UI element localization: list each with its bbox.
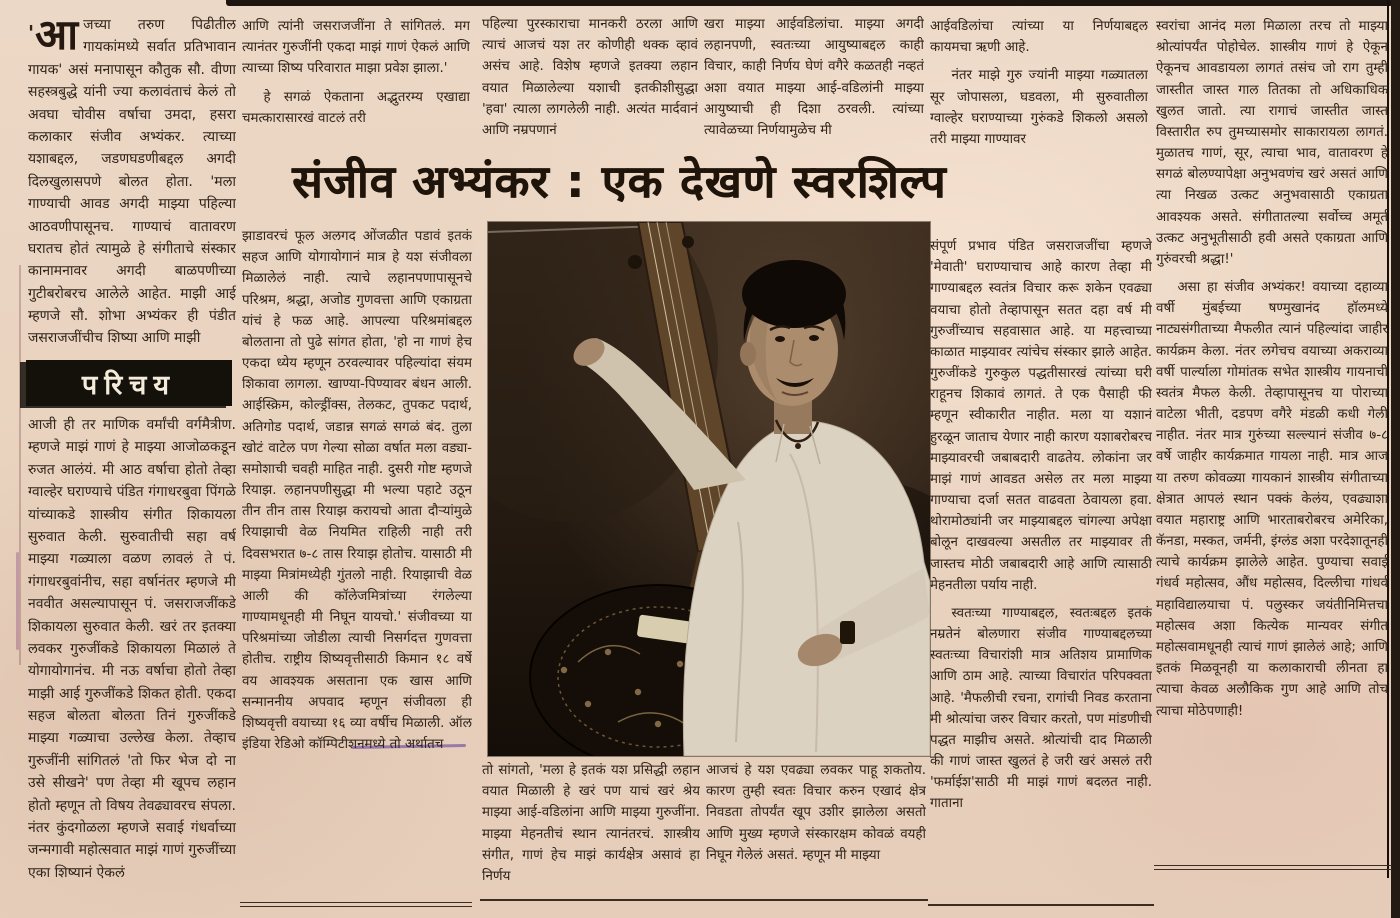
scan-edge-top: [226, 0, 1393, 6]
drop-cap: आ: [35, 14, 79, 59]
article-photo: [488, 222, 930, 756]
paragraph: स्वरांचा आनंद मला मिळाला तरच तो माझ्या श्रोत्यांपर्यंत पोहोचेल. शास्त्रीय गाणं हे ऐकून ऐकूनच आवडायला लागतं तसंच जो राग तुम्ही जास्तीत जास्त गाल तितका तो अधिकाधिक खुलत जातो. त्या रागाचं जास्तीत जास्त विस्तारीत रुप तुमच्यासमोर साकारायला लागतं. मुळातच गाणं, सूर, त्याचा भाव, वातावरण हे सगळं बोलण्यापेक्षा अनुभवणंच खरं असतं आणि त्या निखळ उत्कट अनुभवासाठी एकाग्रता आवश्यक असते. संगीतातल्या सर्वोच्च अमूर्त उत्कट अनुभूतीसाठी हवी असते एकाग्रता आणि गुरुंवरची श्रद्धा!': [1156, 19, 1388, 267]
column-1-intro: [28, 14, 236, 358]
paragraph: आजचं हे यश एवढ्या लवकर पाहू शकतोय. कारण तुम्ही स्वतः विचार करुन एखादं क्षेत्र निवडता तोपर्यंत खूप उशीर झालेला असतो आणि मुख्य म्हणजे संस्कारक्षम कोवळं वयही निघून गेलेलं असतं. म्हणून मी माझ्या: [706, 763, 926, 863]
column-2-top: [242, 16, 470, 152]
tanpura-singer-photo: [488, 222, 930, 756]
fold-line: [19, 265, 21, 665]
column-6: [1156, 16, 1388, 862]
paragraph: खरा माझ्या आईवडिलांचा. माझ्या अगदी लहानपणी, स्वतःच्या आयुष्याबद्दल काही विचार, काही निर्णय घेणं वगैरे कळतही नव्हतं अशा वयात माझ्या आई-वडिलांनी माझ्या आयुष्याची ही दिशा ठरवली. त्यांच्या त्यावेळच्या निर्णयामुळेच मी: [704, 17, 924, 138]
paragraph-text: जच्या तरुण पिढीतील गायकांमध्ये सर्वात प्रतिभावान गायक' असं मनापासून कौतुक सौ. वीणा सहस्त्रबुद्धे यांनी ज्या कलावंताचं केलं तो अवघा चोवीस वर्षाचा उमदा, हसरा कलाकार संजीव अभ्यंकर. त्याच्या यशाबद्दल, जडणघडणीबद्दल अगदी दिलखुलासपणे बोलत होता. 'मला गाण्याची आवड अगदी माझ्या पहिल्या आठवणीपासूनच. गाण्याचं वातावरण घरातच होतं त्यामुळे हे संगीताचे संस्कार कानामनावर अगदी बाळपणीच्या गुटीबरोबरच आलेले आहेत. माझी आई म्हणजे सौ. शोभा अभ्यंकर ही पंडीत जसराजजींचीच शिष्या आणि माझी: [28, 17, 236, 347]
headline: संजीव अभ्यंकर : एक देखणे स्वरशिल्प: [292, 155, 947, 208]
section-heading-box: [26, 360, 232, 406]
bottom-rule-center: [480, 899, 928, 901]
column-4-top: [704, 14, 924, 154]
paragraph: पहिल्या पुरस्काराचा मानकरी ठरला आणि त्याचं आजचं यश तर कोणीही थक्क व्हावं असंच आहे. विशेष म्हणजे इतक्या लहान वयात मिळालेल्या यशाची इतकीशीसुद्धा 'हवा' त्याला लागलेली नाही. अत्यंत मार्दवानं आणि नम्रपणानं: [482, 17, 698, 138]
paragraph: असा हा संजीव अभ्यंकर! वयाच्या दहाव्या वर्षी मुंबईच्या षण्मुखानंद हॉलमध्ये नाट्यसंगीताच्या मैफलीत त्यानं पहिल्यांदा जाहीर कार्यक्रम केला. नंतर लगेचच वयाच्या अकराव्या वर्षी पार्ल्याला गोमांतक सभेत शास्त्रीय गायनाची स्वतंत्र मैफल केली. तेव्हापासूनच या पोराच्या वाटेला भीती, दडपण वगैरे मंडळी कधी गेली नाहीत. नंतर मात्र गुरुंच्या सल्ल्यानं संजीव ७-८ वर्षे जाहीर कार्यक्रमात गायला नाही. मात्र आज या तरुण कोवळ्या गायकानं शास्त्रीय संगीताच्या क्षेत्रात आपलं स्थान पक्कं केलंय, एवढ्याशा वयात महाराष्ट्र आणि भारताबरोबरच अमेरिका, कॅनडा, मस्कत, जर्मनी, इंग्लंड अशा परदेशातूनही त्याचे कार्यक्रम झालेले आहेत. पुण्याचा सवाई गंधर्व महोत्सव, औंध महोत्सव, दिल्लीचा गांधर्व महाविद्यालयाचा पं. पलुस्कर जयंतीनिमित्तचा महोत्सव अशा कित्येक मान्यवर संगीत महोत्सवामधूनही त्याचं गाणं झालेलं आहे; आणि इतकं मिळवूनही या कलाकाराची लीनता हा त्याचा केवळ अलौकिक गुण आहे आणि तोच त्याचा मोठेपणाही!: [1156, 280, 1388, 719]
scan-edge-right: [1391, 0, 1400, 918]
section-heading-label: परिचय: [81, 369, 177, 401]
column-3-top: [482, 14, 698, 154]
column-3-bottom: [482, 760, 700, 906]
wristwatch: [840, 621, 855, 644]
paragraph: झाडावरचं फूल अलगद ओंजळीत पडावं इतकं सहज आणि योगायोगानं मात्र हे यश संजीवला मिळालेलं नाही. त्याचे लहानपणापासूनचे परिश्रम, श्रद्धा, अजोड गुणवत्ता आणि एकाग्रता यांचं हे फळ आहे. आपल्या परिश्रमांबद्दल बोलताना तो पुढे सांगत होता, 'हो ना गाणं हेच एकदा ध्येय म्हणून ठरवल्यावर पहिल्यांदा संयम शिकावा लागला. खाण्या-पिण्यावर बंधन आली. आईस्क्रिम, कोल्ड्रींक्स, तेलकट, तुपकट पदार्थ, अतिगोड पदार्थ, जडान्न सगळं सगळं बंद. तुला खोटं वाटेल पण गेल्या सोळा वर्षात मला वड्या-समोशाची चवही माहित नाही. दुसरी गोष्ट म्हणजे रियाझ. लहानपणीसुद्धा मी भल्या पहाटे उठून तीन तीन तास रियाझ करायचो आता दौऱ्यांमुळे रियाझाची वेळ नियमित राहिली नाही तरी दिवसभरात ७-८ तास रियाझ होतोच. यासाठी मी माझ्या मित्रांमध्येही गुंतलो नाही. रियाझाची वेळ आली की कॉलेजमित्रांच्या रंगलेल्या गाण्यामधूनही मी निघून यायचो.' संजीवच्या या परिश्रमांच्या जोडीला त्याची निसर्गदत्त गुणवत्ता होतीच. राष्ट्रीय शिष्यवृत्तीसाठी किमान १८ वर्षे वय आवश्यक असताना एक खास आणि सन्माननीय अपवाद म्हणून संजीवला ही शिष्यवृत्ती वयाच्या १६ व्या वर्षीच मिळाली. ऑल इंडिया रेडिओ कॉम्पिटीशनमध्ये तो अर्थातच: [242, 229, 472, 753]
paragraph: आईवडिलांचा त्यांच्या या निर्णयाबद्दल कायमचा ऋणी आहे.: [930, 19, 1148, 56]
paragraph: संपूर्ण प्रभाव पंडित जसराजजींचा म्हणजे 'मेवाती' घराण्याचाच आहे कारण तेव्हा मी गाण्याबद्दल स्वतंत्र विचार करू शकेन एवढ्या वयाचा होतो तेव्हापासून सतत दहा वर्ष मी गुरुजींच्याच सहवासात आहे. या महत्त्वाच्या काळात माझ्यावर त्यांचेच संस्कार झाले आहेत. गुरुजींकडे गुरुकुल पद्धतीसारखं त्यांच्या घरी राहूनच शिकावं लागतं. ते एक पैसाही फी म्हणून स्वीकारीत नाहीत. मला या यशानं हुरळून जाताच येणार नाही कारण यशाबरोबरच माझ्यावरची जबाबदारी वाढतेय. लोकांना जर माझं गाणं आवडत असेल तर मला माझ्या गाण्याचा दर्जा सतत वाढवता ठेवायला हवा. थोरामोठ्यांनी जर माझ्याबद्दल चांगल्या अपेक्षा बोलून दाखवल्या असतील तर माझ्यावर ती जास्तच मोठी जबाबदारी आहे आणि त्यासाठी मेहनतीला पर्याय नाही.: [930, 239, 1152, 593]
column-5-main: [930, 236, 1152, 902]
bottom-rule-column-5: [928, 904, 1154, 906]
column-5-top: [930, 16, 1148, 152]
lead-quote: ': [28, 21, 35, 45]
bottom-rule-column-2: [240, 902, 472, 907]
paragraph: नंतर माझे गुरु ज्यांनी माझ्या गळ्यातला सूर जोपासला, घडवला, मी सुरुवातीला ग्वाल्हेर घराण्याच्या गुरुंकडे शिकलो असलो तरी माझ्या गाण्यावर: [930, 68, 1148, 147]
paragraph: [28, 14, 236, 350]
paragraph: तो सांगतो, 'मला हे इतकं यश प्रसिद्धी लहान वयात मिळाली हे खरं पण याचं खरं श्रेय माझ्या आई-वडिलांना आणि माझ्या गुरुजींना. माझ्या मेहनतीचं स्थान त्यानंतरचं. शास्त्रीय संगीत, गाणं हेच माझं कार्यक्षेत्र असावं हा निर्णय: [482, 763, 700, 884]
paragraph: आणि त्यांनी जसराजजींना ते सांगितलं. मग त्यानंतर गुरुजींनी एकदा माझं गाणं ऐकलं आणि त्याच्या शिष्य परिवारात माझा प्रवेश झाला.': [242, 19, 470, 77]
paragraph: हे सगळं ऐकताना अद्भुतरम्य एखाद्या चमत्कारासारखं वाटलं तरी: [242, 89, 470, 126]
pen-mark-margin: [16, 552, 19, 650]
paragraph: स्वतःच्या गाण्याबद्दल, स्वतःबद्दल इतकं नम्रतेनं बोलणारा संजीव गाण्याबद्दलच्या स्वतःच्या विचारांशी मात्र अतिशय प्रामाणिक आणि ठाम आहे. त्याच्या विचारांत परिपक्वता आहे. 'मैफलीची रचना, रागांची निवड करताना मी श्रोत्यांचा जरुर विचार करतो, पण मांडणीची पद्धत माझीच असते. श्रोत्यांची दाद मिळाली की गाणं जास्त खुलतं हे जरी खरं असलं तरी 'फर्माईश'साठी मी माझं गाणं बदलत नाही. गाताना: [930, 605, 1152, 812]
paragraph: आजी ही तर माणिक वर्मांची वर्गमैत्रीण. म्हणजे माझं गाणं हे माझ्या आजोळकडून रुजत आलंयं. मी आठ वर्षाचा होतो तेव्हा ग्वाल्हेर घराण्याचे पंडित गंगाधरबुवा पिंगळे यांच्याकडे शास्त्रीय संगीत शिकायला सुरुवात केली. सुरुवातीची सहा वर्ष माझ्या गळ्याला वळण लावलं ते पं. गंगाधरबुवांनीच, सहा वर्षानंतर म्हणजे मी नववीत असल्यापासून पं. जसराजजींकडे शिकायला सुरुवात केली. खरं तर इतक्या लवकर गुरुजींकडे शिकायला मिळालं ते योगायोगानंच. मी नऊ वर्षाचा होतो तेव्हा माझी आई गुरुजींकडे शिकत होती. एकदा सहज बोलता बोलता तिनं गुरुजींकडे माझ्या गळ्याचा उल्लेख केला. तेव्हाच गुरुजींनी सांगितलं 'तो फिर भेज दो ना उसे सीखने' पण तेव्हा मी खूपच लहान होतो म्हणून तो विषय तेवढ्यावरच संपला. नंतर कुंदगोळला म्हणजे सवाई गंधर्वाच्या जन्मगावी महोत्सवात माझं गाणं गुरुजींच्या एका शिष्यानं ऐकलं: [28, 417, 236, 881]
column-2-main: [242, 226, 472, 906]
bottom-rule-column-6: [1154, 865, 1392, 870]
column-4-bottom: [706, 760, 926, 906]
column-1-continued: [28, 414, 236, 910]
